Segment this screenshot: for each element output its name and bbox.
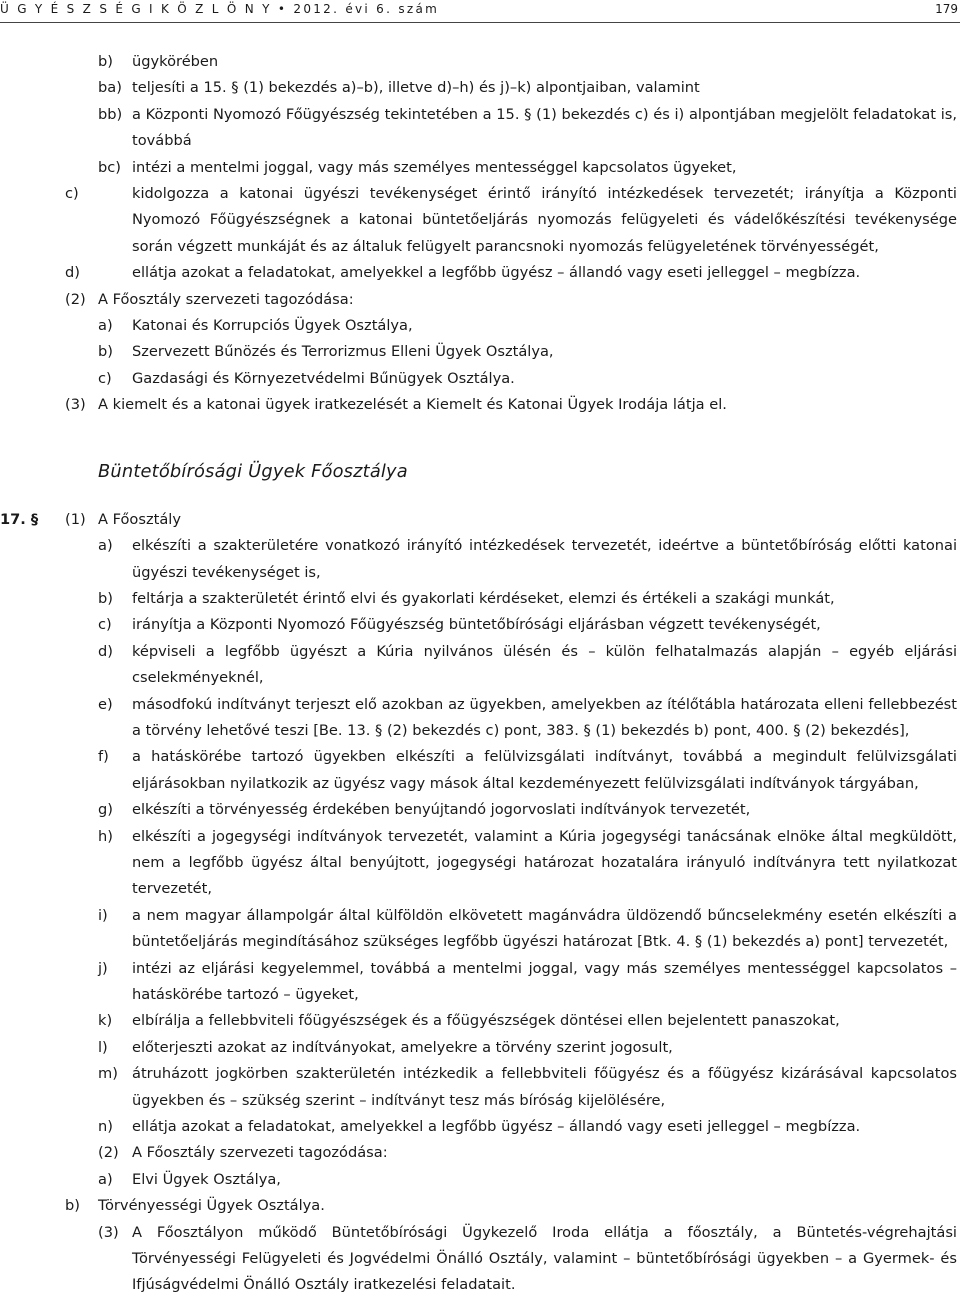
item-label: f): [98, 748, 109, 766]
item-label: d): [65, 264, 80, 282]
list-item-18: [0, 1220, 960, 1299]
list-item-8: [0, 824, 960, 903]
item-text: teljesíti a 15. § (1) bekezdés a)–b), illetve d)–h) és j)–k) alpontjaiban, valamint: [132, 79, 700, 97]
item-text: ügykörében: [132, 53, 219, 70]
item-text: elbírálja a fellebbviteli főügyészségek és a főügyészségek döntései ellen bejelentett panaszokat,: [132, 1012, 840, 1030]
item-text: elkészíti a törvényesség érdekében benyújtandó jogorvoslati indítványok tervezetét,: [132, 801, 751, 819]
list-item-6: [0, 744, 960, 797]
list-item-13: [0, 1061, 960, 1114]
item-label: g): [98, 801, 113, 819]
item-text: átruházott jogkörben szakterületén intézkedik a fellebbviteli főügyész és a főügyész kizárásával kapcsolatos ügyekben és – szükség szerint – indítványt tesz más bíróság kijelölésére,: [132, 1065, 957, 1109]
item-text: ellátja azokat a feladatokat, amelyekkel a legfőbb ügyész – állandó vagy eseti jelleggel – megbízza.: [132, 1118, 861, 1136]
paragraph-block-17: [0, 507, 960, 1299]
item-label: c): [98, 616, 112, 634]
item-text: A Főosztály szervezeti tagozódása:: [98, 290, 354, 308]
item-text: A Főosztály: [98, 510, 181, 528]
list-item-16: [0, 1167, 960, 1193]
item-label: h): [98, 827, 113, 845]
list-item-0: [0, 49, 960, 75]
list-item-10: [0, 392, 960, 418]
list-item-1: [0, 533, 960, 586]
item-text: intézi a mentelmi joggal, vagy más személyes mentességgel kapcsolatos ügyeket,: [132, 158, 737, 176]
item-text: A Főosztályon működő Büntetőbírósági Ügykezelő Iroda ellátja a főosztály, a Büntetés-végrehajtási Törvényességi Felügyeleti és Jogvédelmi Önálló Osztály, valamint – büntetőbírósági ügyekben – a Gyermek- és Ifjúságvédelmi Önálló Osztály iratkezelési feladatait.: [132, 1223, 957, 1294]
item-label: n): [98, 1118, 113, 1136]
item-label: b): [98, 343, 113, 361]
list-item-7: [0, 797, 960, 823]
list-item-0: [0, 507, 960, 533]
list-item-9: [0, 903, 960, 956]
item-label: (3): [98, 1223, 119, 1241]
item-text: ellátja azokat a feladatokat, amelyekkel a legfőbb ügyész – állandó vagy eseti jelleggel – megbízza.: [132, 264, 861, 282]
item-label: (3): [65, 396, 86, 414]
list-item-3: [0, 155, 960, 181]
item-label: m): [98, 1065, 118, 1083]
paragraph-block-16: [0, 49, 960, 419]
item-text: elkészíti a jogegységi indítványok tervezetét, valamint a Kúria jogegységi tanácsának elnöke által megküldött, nem a legfőbb ügyész által benyújtott, jogegységi határozat hozatalára irányuló indítványra tett nyilatkozat tervezetét,: [132, 827, 957, 898]
item-label: d): [98, 642, 113, 660]
section-heading: Büntetőbírósági Ügyek Főosztálya: [98, 460, 408, 482]
item-label: ba): [98, 79, 122, 97]
item-label: c): [65, 185, 79, 203]
list-item-4: [0, 639, 960, 692]
page-header: [0, 0, 960, 23]
list-item-10: [0, 956, 960, 1009]
item-text: Gazdasági és Környezetvédelmi Bűnügyek Osztálya.: [132, 369, 515, 387]
list-item-9: [0, 366, 960, 392]
item-text: Elvi Ügyek Osztálya,: [132, 1170, 281, 1188]
item-label: l): [98, 1038, 108, 1056]
list-item-14: [0, 1114, 960, 1140]
item-label: (2): [65, 290, 86, 308]
item-text: feltárja a szakterületét érintő elvi és gyakorlati kérdéseket, elemzi és értékeli a szakági munkát,: [132, 589, 835, 607]
item-label: b): [98, 53, 113, 70]
item-label: a): [98, 317, 113, 335]
list-item-6: [0, 287, 960, 313]
item-text: Katonai és Korrupciós Ügyek Osztálya,: [132, 317, 413, 335]
list-item-3: [0, 612, 960, 638]
item-label: c): [98, 369, 112, 387]
item-label: a): [98, 1170, 113, 1188]
item-label: bc): [98, 158, 121, 176]
item-label: e): [98, 695, 113, 713]
list-item-7: [0, 313, 960, 339]
list-item-2: [0, 586, 960, 612]
list-item-5: [0, 260, 960, 286]
item-label: b): [65, 1197, 80, 1215]
item-text: másodfokú indítványt terjeszt elő azokban az ügyekben, amelyekben az ítélőtábla határozata elleni fellebbezést a törvény lehetővé teszi [Be. 13. § (2) bekezdés c) pont, 383. § (1) bekezdés b) pont, 400. § (2) bekezdés],: [132, 695, 957, 739]
list-item-12: [0, 1035, 960, 1061]
item-label: i): [98, 906, 108, 924]
list-item-2: [0, 102, 960, 155]
item-label: j): [98, 959, 108, 977]
section-number: 17. §: [0, 510, 39, 528]
item-text: előterjeszti azokat az indítványokat, amelyekre a törvény szerint jogosult,: [132, 1038, 673, 1056]
list-item-15: [0, 1140, 960, 1166]
list-item-17: [0, 1193, 960, 1219]
item-text: A Főosztály szervezeti tagozódása:: [132, 1144, 388, 1162]
item-label: (2): [98, 1144, 119, 1162]
journal-title: Ü G Y É S Z S É G I K Ö Z L Ö N Y • 2012. évi 6. szám: [0, 2, 440, 16]
item-label: b): [98, 589, 113, 607]
item-text: képviseli a legfőbb ügyészt a Kúria nyilvános ülésén és – külön felhatalmazás alapján – egyéb eljárási cselekményeknél,: [132, 642, 957, 687]
page-number: 179: [935, 2, 958, 16]
list-item-1: [0, 75, 960, 101]
item-label: bb): [98, 105, 123, 123]
item-text: intézi az eljárási kegyelemmel, továbbá a mentelmi joggal, vagy más személyes mentességgel kapcsolatos – hatáskörébe tartozó – ügyeket,: [132, 959, 957, 1003]
list-item-5: [0, 692, 960, 745]
item-text: kidolgozza a katonai ügyészi tevékenységet érintő irányító intézkedések tervezetét; irányítja a Központi Nyomozó Főügyészségnek a katonai büntetőeljárás nyomozás felügyeleti és vádelőkészítési tevékenysége során végzett munkáját és az általuk felügyelt parancsnoki nyomozás felügyeletének törvényességét,: [132, 185, 957, 255]
item-text: irányítja a Központi Nyomozó Főügyészség büntetőbírósági eljárásban végzett tevékenységét,: [132, 616, 821, 634]
item-text: a Központi Nyomozó Főügyészség tekintetében a 15. § (1) bekezdés c) és i) alpontjában megjelölt feladatokat is, továbbá: [132, 105, 957, 150]
item-text: Szervezett Bűnözés és Terrorizmus Elleni Ügyek Osztálya,: [132, 343, 554, 361]
list-item-8: [0, 339, 960, 365]
item-text: A kiemelt és a katonai ügyek iratkezelését a Kiemelt és Katonai Ügyek Irodája látja el.: [98, 396, 727, 414]
item-text: a nem magyar állampolgár által külföldön elkövetett magánvádra üldözendő bűncselekmény esetén elkészíti a büntetőeljárás megindításához szükséges legfőbb ügyészi határozat [Btk. 4. § (1) bekezdés a) pont] tervezetét,: [132, 906, 957, 951]
item-label: k): [98, 1012, 113, 1030]
item-text: elkészíti a szakterületére vonatkozó irányító intézkedések tervezetét, ideértve a büntetőbíróság előtti katonai ügyészi tevékenységet is,: [132, 537, 957, 581]
item-text: a hatáskörébe tartozó ügyekben elkészíti a felülvizsgálati indítványt, továbbá a megindult felülvizsgálati eljárásokban nyilatkozik az ügyész vagy mások által kezdeményezett felülvizsgálati indítványok tárgyában,: [132, 748, 957, 792]
item-text: Törvényességi Ügyek Osztálya.: [98, 1197, 325, 1215]
list-item-11: [0, 1008, 960, 1034]
document-body: [0, 49, 960, 1299]
item-label: (1): [65, 510, 86, 528]
list-item-4: [0, 181, 960, 260]
item-label: a): [98, 537, 113, 555]
